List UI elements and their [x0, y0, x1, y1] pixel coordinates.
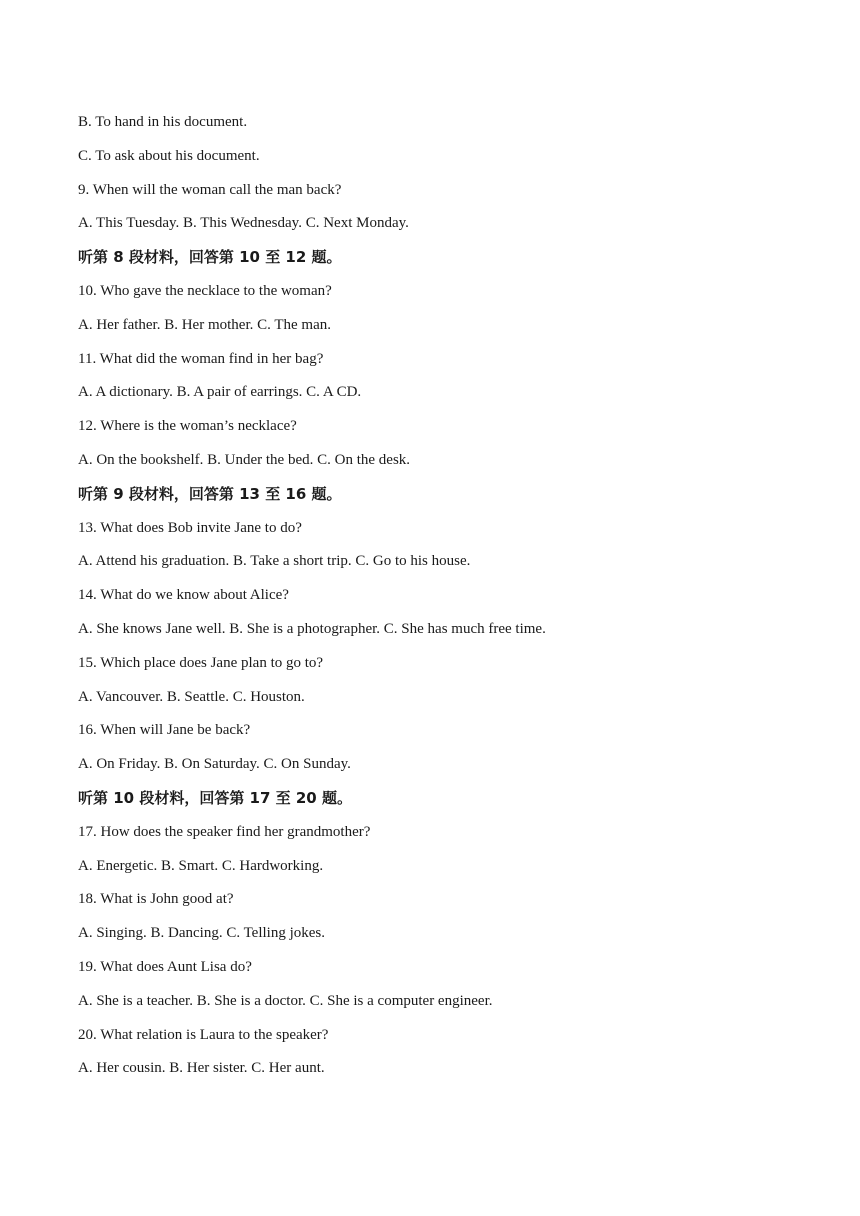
section-heading: 听第 9 段材料，回答第 13 至 16 题。: [78, 484, 342, 503]
question-line: 10. Who gave the necklace to the woman?: [78, 282, 332, 299]
question-line: 16. When will Jane be back?: [78, 722, 251, 739]
option-line: A. This Tuesday. B. This Wednesday. C. Next Monday.: [78, 215, 409, 232]
question-line: 17. How does the speaker find her grandmother?: [78, 823, 371, 840]
question-line: 14. What do we know about Alice?: [78, 587, 289, 604]
option-line: A. On Friday. B. On Saturday. C. On Sunday.: [78, 756, 351, 773]
question-line: 9. When will the woman call the man back?: [78, 181, 342, 198]
question-line: 11. What did the woman find in her bag?: [78, 350, 324, 367]
option-line: A. She knows Jane well. B. She is a photographer. C. She has much free time.: [78, 620, 546, 637]
section-heading: 听第 8 段材料，回答第 10 至 12 题。: [78, 248, 342, 267]
section-heading: 听第 10 段材料，回答第 17 至 20 题。: [78, 788, 352, 807]
option-line: A. On the bookshelf. B. Under the bed. C. On the desk.: [78, 451, 411, 468]
question-line: 18. What is John good at?: [78, 891, 234, 908]
option-line: A. She is a teacher. B. She is a doctor. C. She is a computer engineer.: [78, 992, 493, 1009]
option-line: C. To ask about his document.: [78, 147, 260, 164]
question-line: 20. What relation is Laura to the speaker?: [78, 1026, 329, 1043]
option-line: A. A dictionary. B. A pair of earrings. C. A CD.: [78, 384, 362, 401]
option-line: B. To hand in his document.: [78, 114, 248, 130]
option-line: A. Her cousin. B. Her sister. C. Her aunt.: [78, 1060, 325, 1077]
option-line: A. Her father. B. Her mother. C. The man.: [78, 316, 331, 333]
question-line: 15. Which place does Jane plan to go to?: [78, 654, 324, 671]
option-line: A. Vancouver. B. Seattle. C. Houston.: [78, 688, 305, 705]
document-page: [78, 110, 798, 1090]
question-line: 13. What does Bob invite Jane to do?: [78, 519, 302, 536]
question-line: 19. What does Aunt Lisa do?: [78, 958, 252, 975]
option-line: A. Attend his graduation. B. Take a short trip. C. Go to his house.: [78, 553, 471, 570]
option-line: A. Energetic. B. Smart. C. Hardworking.: [78, 857, 324, 874]
question-line: 12. Where is the woman’s necklace?: [78, 418, 297, 435]
option-line: A. Singing. B. Dancing. C. Telling jokes.: [78, 925, 326, 942]
